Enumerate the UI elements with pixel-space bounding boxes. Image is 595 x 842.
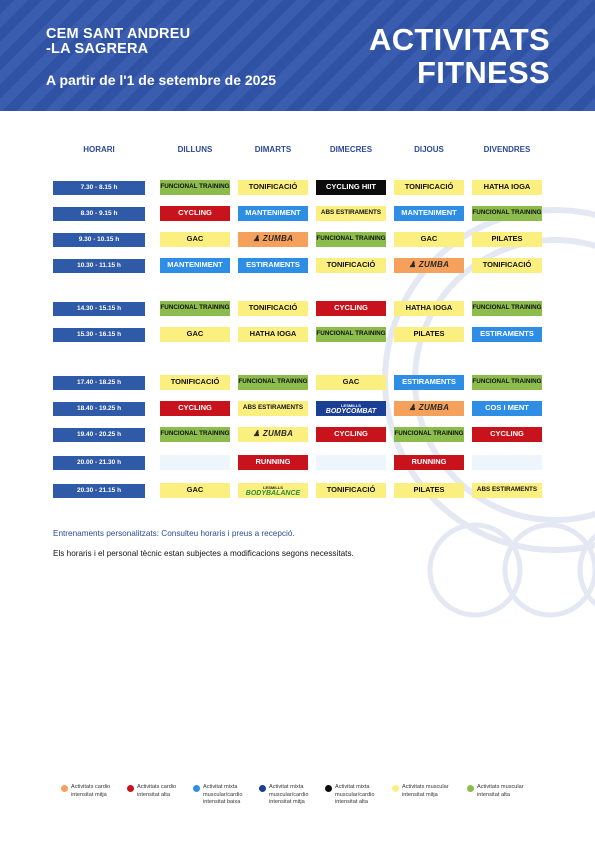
class-cell: ESTIRAMENTS	[238, 258, 308, 273]
class-cell	[238, 232, 308, 247]
page-title	[369, 23, 550, 89]
class-cell	[238, 483, 308, 498]
time-slot: 20.00 - 21.30 h	[53, 456, 145, 470]
column-header-dimecres: DIMECRES	[329, 145, 373, 154]
legend-color-dot	[193, 785, 200, 792]
class-cell	[238, 427, 308, 442]
column-header-dilluns: DILLUNS	[177, 145, 213, 154]
class-cell: TONIFICACIÓ	[160, 375, 230, 390]
start-date: A partir de l'1 de setembre de 2025	[46, 72, 277, 88]
schedule-disclaimer: Els horaris i el personal tècnic estan subjectes a modificacions segons necessitats.	[53, 549, 354, 558]
class-cell: TONIFICACIÓ	[238, 301, 308, 316]
class-cell: RUNNING	[394, 455, 464, 470]
time-slot: 20.30 - 21.15 h	[53, 484, 145, 498]
class-cell: PILATES	[394, 483, 464, 498]
legend-label: Activitat mixta muscular/cardio intensitat alta	[335, 784, 375, 805]
column-header-dimarts: DIMARTS	[254, 145, 292, 154]
legend-color-dot	[392, 785, 399, 792]
class-cell: TONIFICACIÓ	[316, 258, 386, 273]
class-cell: TONIFICACIÓ	[394, 180, 464, 195]
legend-color-dot	[467, 785, 474, 792]
legend-label: Activitat mixta muscular/cardio intensitat baixa	[203, 784, 243, 805]
class-cell: HATHA IOGA	[394, 301, 464, 316]
legend-label: Activitats cardio intensitat alta	[137, 784, 177, 798]
center-name-line1: CEM SANT ANDREU	[46, 26, 191, 42]
class-cell: TONIFICACIÓ	[238, 180, 308, 195]
time-slot: 10.30 - 11.15 h	[53, 259, 145, 273]
class-cell	[316, 455, 386, 470]
class-cell: GAC	[394, 232, 464, 247]
class-cell: FUNCIONAL TRAINING	[472, 206, 542, 221]
class-cell: RUNNING	[238, 455, 308, 470]
class-cell: FUNCIONAL TRAINING	[394, 427, 464, 442]
class-cell: CYCLING	[316, 301, 386, 316]
time-slot: 17.40 - 18.25 h	[53, 376, 145, 390]
class-cell: MANTENIMENT	[160, 258, 230, 273]
zumba-logo: ♟ ZUMBA	[408, 260, 450, 270]
class-cell: HATHA IOGA	[472, 180, 542, 195]
class-cell	[472, 455, 542, 470]
legend-label: Activitats muscular intensitat alta	[477, 784, 524, 798]
legend-color-dot	[61, 785, 68, 792]
class-cell: GAC	[160, 327, 230, 342]
time-slot: 15.30 - 16.15 h	[53, 328, 145, 342]
class-cell	[316, 401, 386, 416]
class-cell	[394, 401, 464, 416]
title-line1: ACTIVITATS	[369, 22, 550, 57]
time-slot: 14.30 - 15.15 h	[53, 302, 145, 316]
class-cell: CYCLING	[316, 427, 386, 442]
class-cell: TONIFICACIÓ	[472, 258, 542, 273]
column-header-horari: HORARI	[83, 145, 115, 154]
title-line2: FITNESS	[416, 55, 550, 90]
legend-label: Activitats muscular intensitat mitja	[402, 784, 449, 798]
legend-color-dot	[127, 785, 134, 792]
class-cell: HATHA IOGA	[238, 327, 308, 342]
class-cell: FUNCIONAL TRAINING	[160, 427, 230, 442]
class-cell: GAC	[316, 375, 386, 390]
class-cell: ESTIRAMENTS	[394, 375, 464, 390]
legend-label: Activitats cardio intensitat mitja	[71, 784, 111, 798]
class-cell: FUNCIONAL TRAINING	[316, 232, 386, 247]
class-cell: ABS ESTIRAMENTS	[316, 206, 386, 221]
time-slot: 19.40 - 20.25 h	[53, 428, 145, 442]
class-cell: MANTENIMENT	[238, 206, 308, 221]
class-cell: TONIFICACIÓ	[316, 483, 386, 498]
class-cell: PILATES	[394, 327, 464, 342]
lesmills-logo: LESMILLS BODYCOMBAT	[325, 402, 377, 415]
time-slot: 9.30 - 10.15 h	[53, 233, 145, 247]
class-cell	[394, 258, 464, 273]
class-cell: COS I MENT	[472, 401, 542, 416]
column-header-divendres: DIVENDRES	[483, 145, 531, 154]
zumba-logo: ♟ ZUMBA	[252, 234, 294, 244]
class-cell	[160, 455, 230, 470]
personal-training-note: Entrenaments personalitzats: Consulteu horaris i preus a recepció.	[53, 529, 295, 538]
header-banner	[0, 0, 595, 111]
time-slot: 18.40 - 19.25 h	[53, 402, 145, 416]
class-cell: FUNCIONAL TRAINING	[472, 375, 542, 390]
zumba-logo: ♟ ZUMBA	[408, 403, 450, 413]
zumba-logo: ♟ ZUMBA	[252, 429, 294, 439]
class-cell: FUNCIONAL TRAINING	[160, 180, 230, 195]
class-cell: ABS ESTIRAMENTS	[472, 483, 542, 498]
class-cell: FUNCIONAL TRAINING	[472, 301, 542, 316]
legend-color-dot	[325, 785, 332, 792]
class-cell: CYCLING	[160, 401, 230, 416]
legend-label: Activitat mixta muscular/cardio intensitat mitja	[269, 784, 309, 805]
time-slot: 8.30 - 9.15 h	[53, 207, 145, 221]
column-header-dijous: DIJOUS	[414, 145, 444, 154]
lesmills-logo: LESMILLS BODYBALANCE	[245, 484, 301, 497]
class-cell: FUNCIONAL TRAINING	[316, 327, 386, 342]
class-cell: FUNCIONAL TRAINING	[238, 375, 308, 390]
class-cell: CYCLING	[160, 206, 230, 221]
legend-color-dot	[259, 785, 266, 792]
class-cell: MANTENIMENT	[394, 206, 464, 221]
class-cell: CYCLING	[472, 427, 542, 442]
class-cell: ABS ESTIRAMENTS	[238, 401, 308, 416]
class-cell: GAC	[160, 483, 230, 498]
class-cell: FUNCIONAL TRAINING	[160, 301, 230, 316]
center-name	[46, 27, 190, 57]
class-cell: ESTIRAMENTS	[472, 327, 542, 342]
class-cell: PILATES	[472, 232, 542, 247]
class-cell: GAC	[160, 232, 230, 247]
class-cell: CYCLING HIIT	[316, 180, 386, 195]
center-name-line2: -LA SAGRERA	[46, 41, 149, 57]
time-slot: 7.30 - 8.15 h	[53, 181, 145, 195]
